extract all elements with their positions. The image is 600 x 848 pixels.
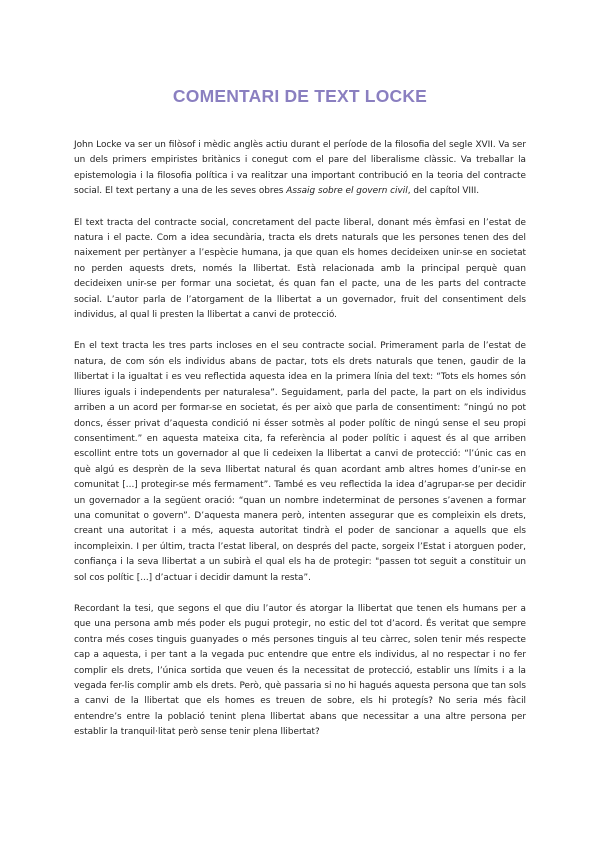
paragraph-introduction (74, 138, 526, 200)
page-title: COMENTARI DE TEXT LOCKE (172, 86, 428, 106)
paragraph-opinion: Recordant la tesi, que segons el que diu l’autor és atorgar la llibertat que tenen els humans per a que una persona amb més poder els pugui protegir, no estic del tot d’acord. És veritat que sempre contra més coses tinguis guanyades o més persones tinguis al teu càrrec, solen tenir més respecte cap a aquesta, i per tant a la vegada puc entendre que entre els individus, al no respectar i no fer complir els drets, l’única sortida que veuen és la necessitat de protecció, establir uns límits i a la vegada fer-lis complir amb els drets. Però, què passaria si no hi hagués aquesta persona que tan sols a canvi de la llibertat que els homes es treuen de sobre, els hi protegís? No seria més fàcil entendre’s entre la població tenint plena llibertat abans que necessitar a una altre persona per establir la tranquil·litat però sense tenir plena llibertat? (74, 603, 526, 738)
work-title: Assaig sobre el govern civil (286, 186, 408, 197)
paragraph-analysis: En el text tracta les tres parts incloses en el seu contracte social. Primerament parla de l’estat de natura, de com són els individus abans de pactar, tots els drets naturals que tenen, gaudir de la llibertat i la igualtat i es veu reflectida aquesta idea en la primera línia del text: “Tots els homes són lliures iguals i independents per naturalesa”. Seguidament, parla del pacte, la part on els individus arriben a un acord per formar-se en societat, és per això que parla de consentiment: ”ningú no pot doncs, ésser privat d’aquesta condició ni ésser sotmès al poder polític de ningú sense el seu propi consentiment.” en aquesta mateixa cita, fa referència al poder polític i aquest és al que arriben escollint entre tots un governador al que li cedeixen la llibertat a canvi de protecció: “l’únic cas en què algú es desprèn de la seva llibertat natural és quan acordant amb altres homes d’unir-se en comunitat [...] protegir-se més fermament”. També es veu reflectida la idea d’agrupar-se per decidir un governador a la següent oració: “quan un nombre indeterminat de persones s’avenen a formar una comunitat o govern”. D’aquesta manera però, intenten assegurar que es compleixin els drets, creant una autoritat i a més, aquesta autoritat tindrà el poder de sancionar a aquells que els incompleixin. I per últim, tracta l’estat liberal, on després del pacte, sorgeix l’Estat i atorguen poder, confiança i la seva llibertat a un subirà el qual els ha de protegir: "passen tot seguit a constituir un sol cos polític [...] d’actuar i decidir damunt la resta”. (74, 341, 526, 583)
paragraph-theme: El text tracta del contracte social, concretament del pacte liberal, donant més èmfasi en l’estat de natura i el pacte. Com a idea secundària, tracta els drets naturals que les persones tenen des del naixement per pertànyer a l’espècie humana, ja que quan els homes decideixen unir-se en societat no perden aquests drets, només la llibertat. Està relacionada amb la principal perquè quan decideixen unir-se per formar una societat, és quan fan el pacte, una de les parts del contracte social. L’autor parla de l’atorgament de la llibertat a un governador, fruit del consentiment dels individus, al qual li presten la llibertat a canvi de protecció. (74, 217, 526, 321)
paragraph-text: John Locke va ser un filòsof i mèdic anglès actiu durant el període de la filosofia del segle XVII. Va ser un dels primers empiristes britànics i conegut com el pare del liberalisme clàssic. Va treballar la epistemologia i la filosofia política i va realitzar una important contribució en la teoria del contracte social. El text pertany a una de les seves obres (74, 140, 526, 197)
paragraph-text: , del capítol VIII. (407, 186, 480, 197)
document-body (74, 138, 526, 757)
